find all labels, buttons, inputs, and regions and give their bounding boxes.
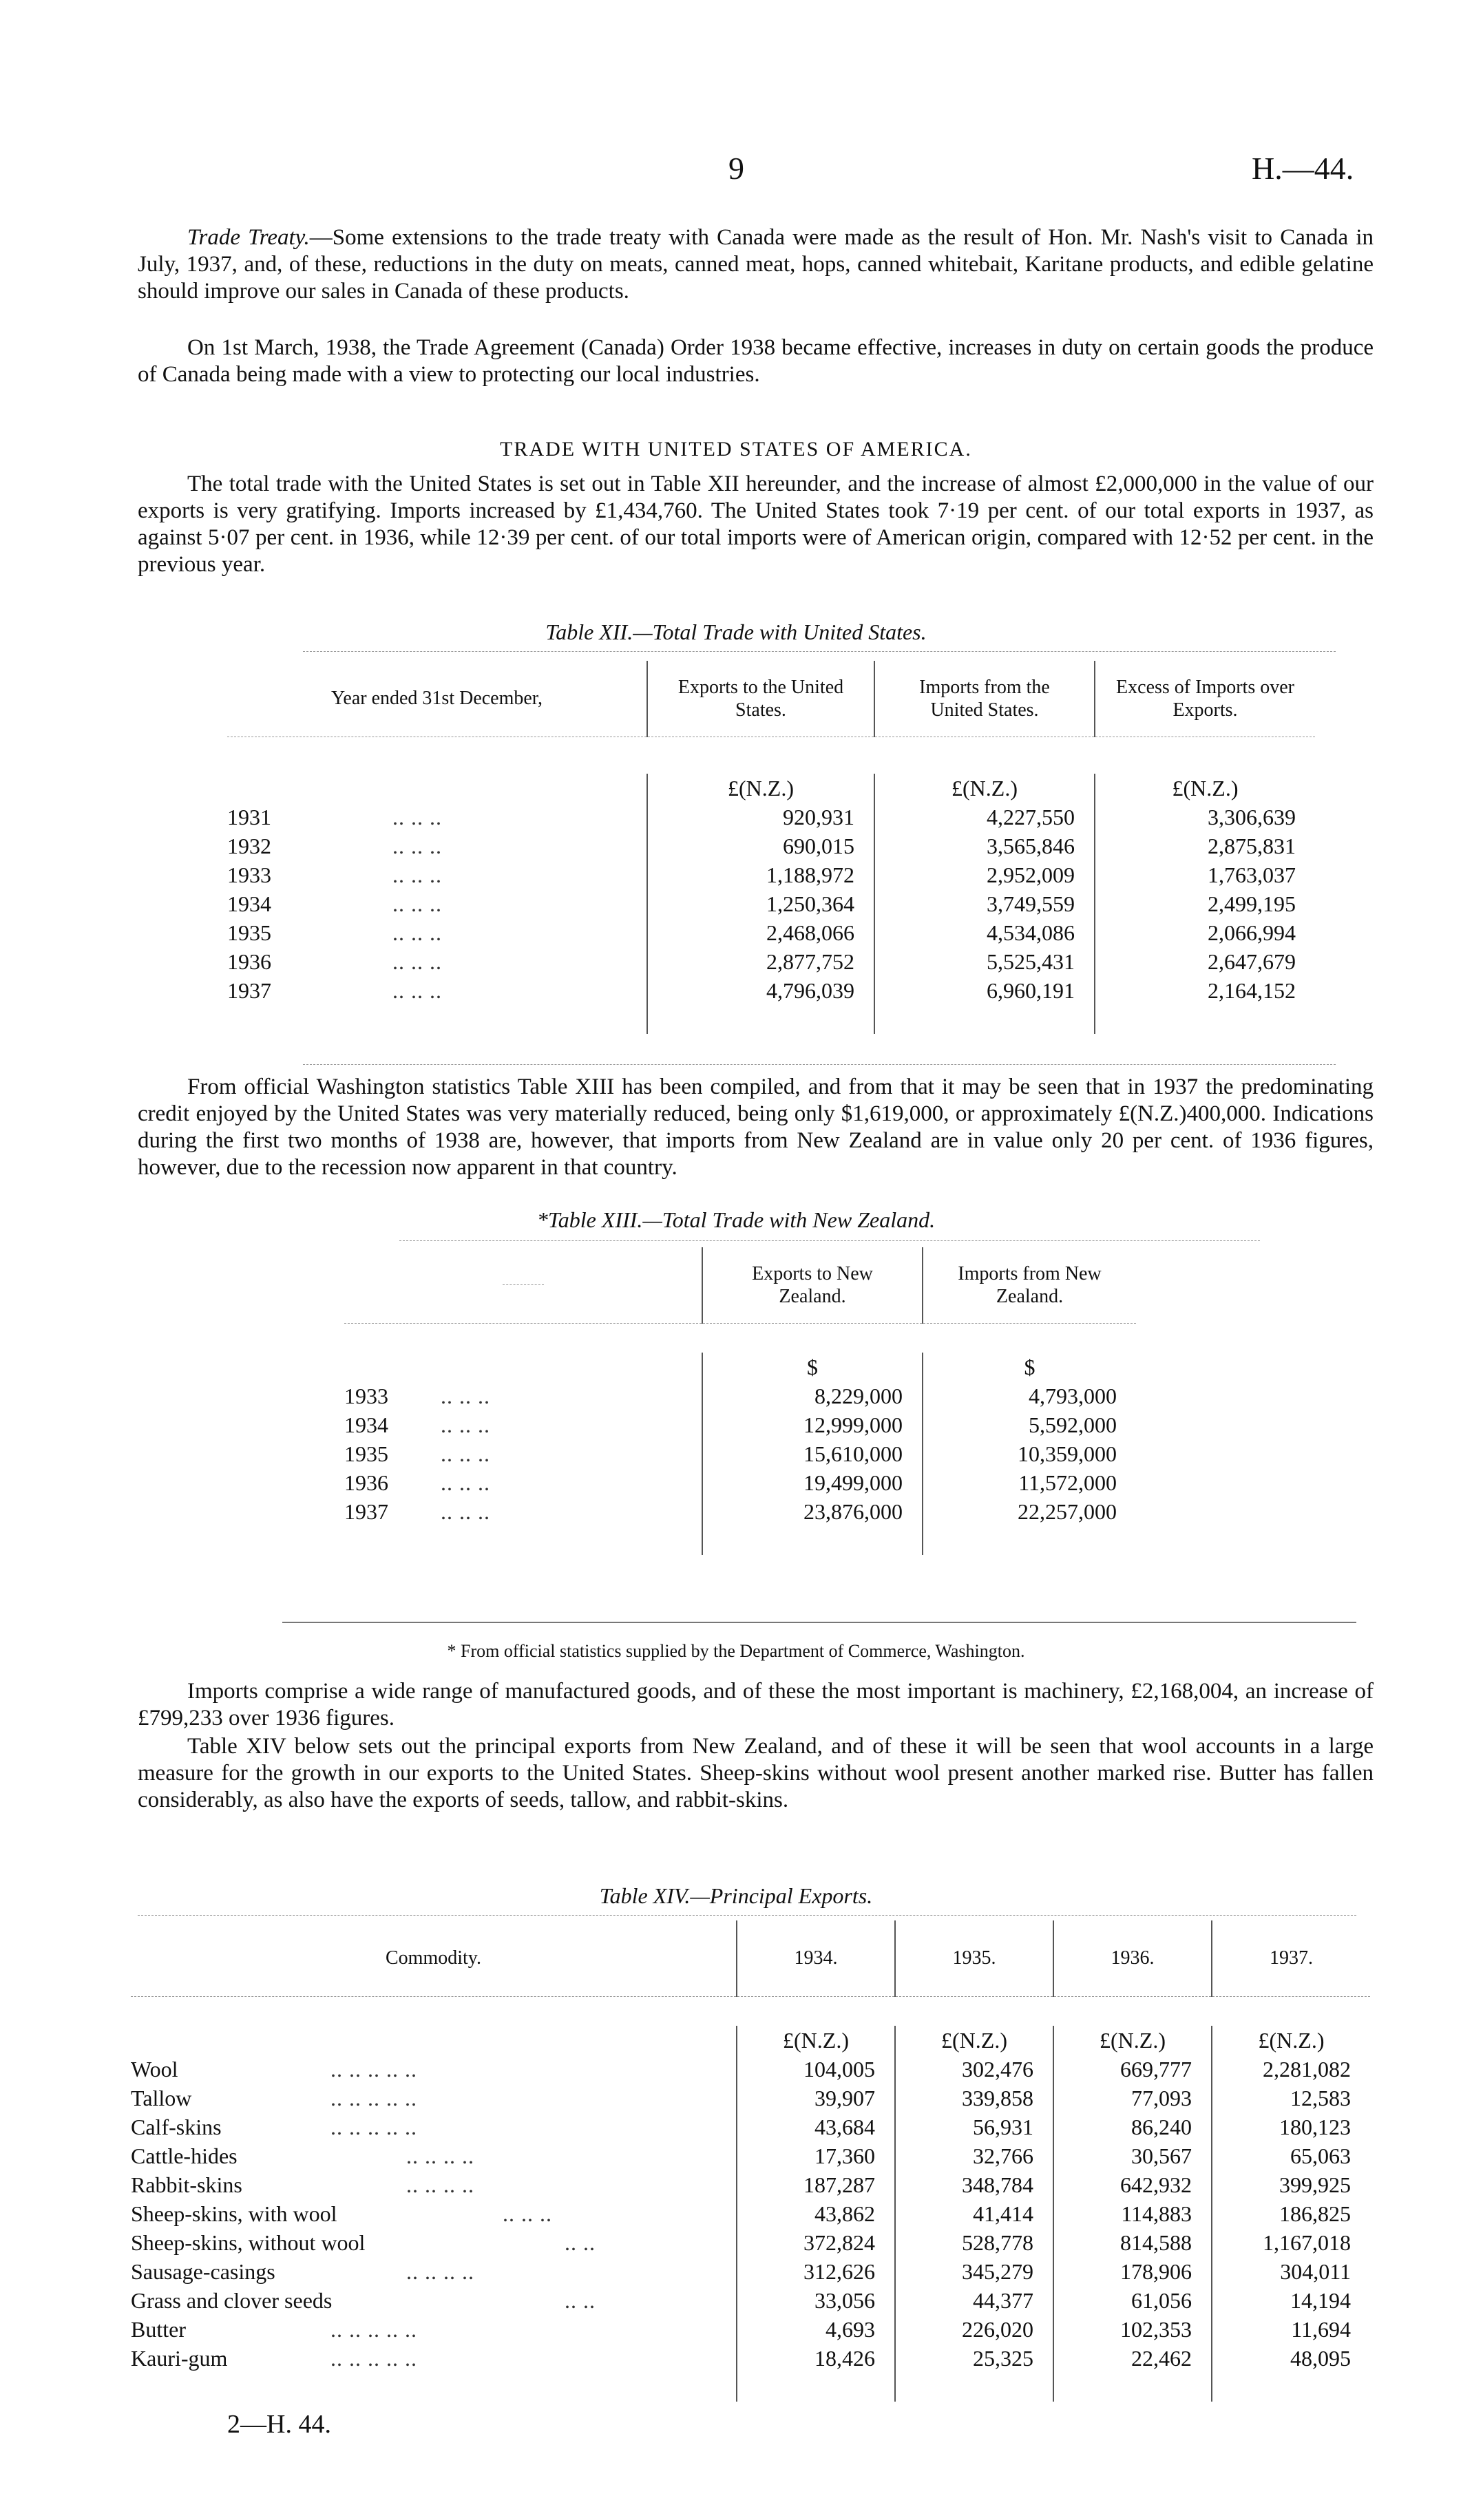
- value-1937-cell: 65,063: [1212, 2141, 1370, 2170]
- year-cell: 1934: [344, 1412, 388, 1437]
- exports-cell: 12,999,000: [702, 1410, 923, 1439]
- value-1934-cell: 312,626: [737, 2257, 895, 2286]
- value-1937-cell: 11,694: [1212, 2315, 1370, 2344]
- exports-cell: 2,468,066: [647, 918, 874, 947]
- excess-cell: 1,763,037: [1095, 860, 1315, 889]
- commodity-cell: Calf-skins: [131, 2114, 222, 2139]
- leader-dots: .. .. .. .. ..: [330, 2085, 417, 2110]
- usa-section-title: TRADE WITH UNITED STATES OF AMERICA.: [500, 438, 972, 460]
- leader-dots: .. .. ..: [441, 1441, 490, 1466]
- leader-dots: .. .. ..: [392, 805, 442, 829]
- leader-dots: .. .. ..: [392, 949, 442, 974]
- washington-paragraph: From official Washington statistics Table XIII has been compiled, and from that it may be seen that in 1937 the predominating credit enjoyed by the United States was very materially reduced, being only $1,619,000, or approximately £(N.Z.)400,000. Indications during the first two months of 1938 are, however, that imports from New Zealand are in value only 20 per cent. of 1936 figures, however, due to the recession now apparent in that country.: [138, 1074, 1374, 1180]
- table-12-unit: £(N.Z.): [647, 774, 874, 803]
- value-1935-cell: 302,476: [895, 2055, 1053, 2084]
- table-12-unit: £(N.Z.): [874, 774, 1095, 803]
- table-13-unit: $: [923, 1353, 1136, 1381]
- table-13-top-rule: [399, 1240, 1260, 1241]
- table-row: [227, 832, 1315, 860]
- commodity-cell: Wool: [131, 2056, 178, 2082]
- table-13-header-imports: Imports from New Zealand.: [923, 1247, 1136, 1323]
- table-row: [131, 2055, 1370, 2084]
- leader-dots: .. .. ..: [392, 834, 442, 858]
- value-1936-cell: 102,353: [1053, 2315, 1212, 2344]
- excess-cell: 2,499,195: [1095, 889, 1315, 918]
- table-row: [227, 889, 1315, 918]
- value-1937-cell: 186,825: [1212, 2199, 1370, 2228]
- year-cell: 1935: [227, 920, 271, 945]
- table-row: [227, 803, 1315, 832]
- value-1935-cell: 56,931: [895, 2113, 1053, 2141]
- leader-dots: .. .. ..: [392, 891, 442, 916]
- commodity-cell: Rabbit-skins: [131, 2172, 242, 2197]
- imports-cell: 2,952,009: [874, 860, 1095, 889]
- value-1935-cell: 339,858: [895, 2084, 1053, 2113]
- value-1935-cell: 32,766: [895, 2141, 1053, 2170]
- table-row: [227, 918, 1315, 947]
- table-row: [344, 1497, 1136, 1526]
- exports-cell: 23,876,000: [702, 1497, 923, 1526]
- year-cell: 1934: [227, 891, 271, 916]
- report-reference: H.—44.: [1252, 151, 1354, 186]
- value-1935-cell: 345,279: [895, 2257, 1053, 2286]
- table-row: [131, 2228, 1370, 2257]
- table-row: [131, 2344, 1370, 2373]
- year-cell: 1935: [344, 1441, 388, 1466]
- table-row: [131, 2315, 1370, 2344]
- value-1936-cell: 642,932: [1053, 2170, 1212, 2199]
- table-row: [344, 1439, 1136, 1468]
- leader-dots: .. .. ..: [441, 1383, 490, 1408]
- year-cell: 1936: [227, 949, 271, 974]
- imports-cell: 4,534,086: [874, 918, 1095, 947]
- imports-cell: 4,227,550: [874, 803, 1095, 832]
- table-13-caption: *Table XIII.—Total Trade with New Zealand.: [536, 1207, 936, 1232]
- table-14-intro-paragraph: Table XIV below sets out the principal exports from New Zealand, and of these it will be seen that wool accounts in a large measure for the growth in our exports to the United States. Sheep-skins without wool present another marked rise. Butter has fallen considerably, as also have the exports of seeds, tallow, and rabbit-skins.: [138, 1734, 1374, 1812]
- value-1936-cell: 30,567: [1053, 2141, 1212, 2170]
- table-row: [131, 2113, 1370, 2141]
- excess-cell: 2,647,679: [1095, 947, 1315, 976]
- table-12-header-excess: Excess of Imports over Exports.: [1095, 661, 1315, 737]
- value-1937-cell: 14,194: [1212, 2286, 1370, 2315]
- leader-dots: .. .. .. .. ..: [330, 2056, 417, 2082]
- year-cell: 1937: [227, 978, 271, 1003]
- value-1937-cell: 1,167,018: [1212, 2228, 1370, 2257]
- table-13: [344, 1247, 1136, 1555]
- leader-dots: .. .. ..: [441, 1499, 490, 1524]
- table-14-header-1936: 1936.: [1053, 1920, 1212, 1996]
- exports-cell: 19,499,000: [702, 1468, 923, 1497]
- table-13-header-exports: Exports to New Zealand.: [702, 1247, 923, 1323]
- commodity-cell: Tallow: [131, 2085, 192, 2110]
- value-1934-cell: 187,287: [737, 2170, 895, 2199]
- leader-dots: .. .. .. .. ..: [330, 2114, 417, 2139]
- leader-dots: .. .. ..: [441, 1470, 490, 1495]
- leader-dots: .. .. ..: [392, 978, 442, 1003]
- table-14-caption: Table XIV.—Principal Exports.: [599, 1883, 873, 1908]
- value-1935-cell: 528,778: [895, 2228, 1053, 2257]
- imports-cell: 3,749,559: [874, 889, 1095, 918]
- value-1935-cell: 25,325: [895, 2344, 1053, 2373]
- commodity-cell: Sheep-skins, with wool: [131, 2201, 337, 2226]
- value-1934-cell: 17,360: [737, 2141, 895, 2170]
- value-1936-cell: 114,883: [1053, 2199, 1212, 2228]
- imports-cell: 22,257,000: [923, 1497, 1136, 1526]
- imports-cell: 5,525,431: [874, 947, 1095, 976]
- exports-cell: 4,796,039: [647, 976, 874, 1005]
- value-1934-cell: 43,684: [737, 2113, 895, 2141]
- commodity-cell: Cattle-hides: [131, 2143, 238, 2168]
- table-row: [131, 2170, 1370, 2199]
- value-1936-cell: 669,777: [1053, 2055, 1212, 2084]
- exports-cell: 920,931: [647, 803, 874, 832]
- imports-cell: 6,960,191: [874, 976, 1095, 1005]
- leader-dots: .. .. ..: [392, 862, 442, 887]
- table-12-caption: Table XII.—Total Trade with United States.: [545, 620, 927, 644]
- commodity-cell: Sheep-skins, without wool: [131, 2230, 366, 2255]
- table-13-unit: $: [702, 1353, 923, 1381]
- year-cell: 1933: [344, 1383, 388, 1408]
- value-1937-cell: 399,925: [1212, 2170, 1370, 2199]
- value-1934-cell: 39,907: [737, 2084, 895, 2113]
- table-row: [131, 2141, 1370, 2170]
- value-1937-cell: 304,011: [1212, 2257, 1370, 2286]
- table-12-top-rule: [303, 651, 1336, 652]
- value-1935-cell: 348,784: [895, 2170, 1053, 2199]
- leader-dots: .. .. .. ..: [406, 2143, 474, 2168]
- value-1937-cell: 12,583: [1212, 2084, 1370, 2113]
- table-14-unit: £(N.Z.): [1212, 2026, 1370, 2055]
- value-1934-cell: 4,693: [737, 2315, 895, 2344]
- year-cell: 1937: [344, 1499, 388, 1524]
- table-13-footnote: * From official statistics supplied by the Department of Commerce, Washington.: [447, 1641, 1025, 1661]
- commodity-cell: Sausage-casings: [131, 2258, 275, 2284]
- commodity-cell: Grass and clover seeds: [131, 2287, 333, 2313]
- table-row: [131, 2257, 1370, 2286]
- table-row: [227, 976, 1315, 1005]
- value-1937-cell: 2,281,082: [1212, 2055, 1370, 2084]
- leader-dots: .. .. .. ..: [406, 2172, 474, 2197]
- imports-cell: 3,565,846: [874, 832, 1095, 860]
- table-row: [131, 2199, 1370, 2228]
- value-1936-cell: 814,588: [1053, 2228, 1212, 2257]
- value-1936-cell: 86,240: [1053, 2113, 1212, 2141]
- table-row: [344, 1410, 1136, 1439]
- exports-cell: 8,229,000: [702, 1381, 923, 1410]
- excess-cell: 2,164,152: [1095, 976, 1315, 1005]
- year-cell: 1931: [227, 805, 271, 829]
- value-1935-cell: 41,414: [895, 2199, 1053, 2228]
- table-12: [227, 661, 1315, 1034]
- table-row: [227, 860, 1315, 889]
- footer-page-id: 2—H. 44.: [227, 2410, 331, 2439]
- trade-treaty-heading: Trade Treaty.: [187, 225, 310, 250]
- value-1934-cell: 372,824: [737, 2228, 895, 2257]
- year-cell: 1933: [227, 862, 271, 887]
- table-14-top-rule: [138, 1915, 1356, 1916]
- excess-cell: 2,066,994: [1095, 918, 1315, 947]
- leader-dots: .. ..: [565, 2287, 596, 2313]
- value-1937-cell: 48,095: [1212, 2344, 1370, 2373]
- value-1936-cell: 61,056: [1053, 2286, 1212, 2315]
- table-14-header-1934: 1934.: [737, 1920, 895, 1996]
- table-14-header-commodity: Commodity.: [386, 1947, 481, 1969]
- page-number: 9: [728, 151, 744, 186]
- imports-cell: 5,592,000: [923, 1410, 1136, 1439]
- table-row: [131, 2286, 1370, 2315]
- table-13-header-blank: [344, 1247, 702, 1323]
- table-14-unit: £(N.Z.): [737, 2026, 895, 2055]
- table-14-header-1937: 1937.: [1212, 1920, 1370, 1996]
- table-12-header-year: Year ended 31st December,: [330, 688, 543, 710]
- exports-cell: 1,188,972: [647, 860, 874, 889]
- table-12-header-exports: Exports to the United States.: [647, 661, 874, 737]
- imports-cell: 4,793,000: [923, 1381, 1136, 1410]
- value-1936-cell: 22,462: [1053, 2344, 1212, 2373]
- table-14-unit: £(N.Z.): [1053, 2026, 1212, 2055]
- leader-dots: .. .. .. .. ..: [330, 2345, 417, 2371]
- leader-dots: .. .. ..: [503, 2201, 552, 2226]
- value-1934-cell: 18,426: [737, 2344, 895, 2373]
- value-1936-cell: 77,093: [1053, 2084, 1212, 2113]
- excess-cell: 3,306,639: [1095, 803, 1315, 832]
- leader-dots: .. ..: [565, 2230, 596, 2255]
- table-row: [227, 947, 1315, 976]
- table-14-header-1935: 1935.: [895, 1920, 1053, 1996]
- value-1935-cell: 44,377: [895, 2286, 1053, 2315]
- table-12-header-imports: Imports from the United States.: [874, 661, 1095, 737]
- imports-cell: 11,572,000: [923, 1468, 1136, 1497]
- leader-dots: .. .. ..: [441, 1412, 490, 1437]
- year-cell: 1932: [227, 834, 271, 858]
- table-row: [344, 1381, 1136, 1410]
- value-1935-cell: 226,020: [895, 2315, 1053, 2344]
- usa-trade-paragraph: The total trade with the United States is set out in Table XII hereunder, and the increase of almost £2,000,000 in the value of our exports is very gratifying. Imports increased by £1,434,760. The United States took 7·19 per cent. of our total exports in 1937, as against 5·07 per cent. in 1936, while 12·39 per cent. of our total imports were of American origin, compared with 12·52 per cent. in the previous year.: [138, 472, 1374, 577]
- table-12-bottom-rule: [303, 1064, 1336, 1065]
- exports-cell: 15,610,000: [702, 1439, 923, 1468]
- value-1934-cell: 43,862: [737, 2199, 895, 2228]
- leader-dots: .. .. ..: [392, 920, 442, 945]
- value-1934-cell: 33,056: [737, 2286, 895, 2315]
- exports-cell: 1,250,364: [647, 889, 874, 918]
- trade-treaty-text: —Some extensions to the trade treaty with Canada were made as the result of Hon. Mr. Nash's visit to Canada in July, 1937, and, of these, reductions in the duty on meats, canned meat, hops, canned whitebait, Karitane products, and edible gelatine should improve our sales in Canada of these products.: [138, 225, 1374, 304]
- leader-dots: .. .. .. ..: [406, 2258, 474, 2284]
- table-12-unit: £(N.Z.): [1095, 774, 1315, 803]
- year-cell: 1936: [344, 1470, 388, 1495]
- imports-cell: 10,359,000: [923, 1439, 1136, 1468]
- table-14-unit: £(N.Z.): [895, 2026, 1053, 2055]
- leader-dots: .. .. .. .. ..: [330, 2316, 417, 2342]
- value-1937-cell: 180,123: [1212, 2113, 1370, 2141]
- trade-treaty-paragraph: [138, 224, 1374, 305]
- excess-cell: 2,875,831: [1095, 832, 1315, 860]
- table-row: [344, 1468, 1136, 1497]
- exports-cell: 690,015: [647, 832, 874, 860]
- table-13-bottom-rule: [282, 1622, 1356, 1623]
- trade-agreement-paragraph: On 1st March, 1938, the Trade Agreement (Canada) Order 1938 became effective, increases in duty on certain goods the produce of Canada being made with a view to protecting our local industries.: [138, 335, 1374, 387]
- imports-paragraph: Imports comprise a wide range of manufactured goods, and of these the most important is machinery, £2,168,004, an increase of £799,233 over 1936 figures.: [138, 1679, 1374, 1730]
- commodity-cell: Kauri-gum: [131, 2345, 228, 2371]
- commodity-cell: Butter: [131, 2316, 186, 2342]
- exports-cell: 2,877,752: [647, 947, 874, 976]
- value-1934-cell: 104,005: [737, 2055, 895, 2084]
- header-dash: [503, 1284, 544, 1285]
- value-1936-cell: 178,906: [1053, 2257, 1212, 2286]
- table-row: [131, 2084, 1370, 2113]
- table-14: [131, 1920, 1370, 2402]
